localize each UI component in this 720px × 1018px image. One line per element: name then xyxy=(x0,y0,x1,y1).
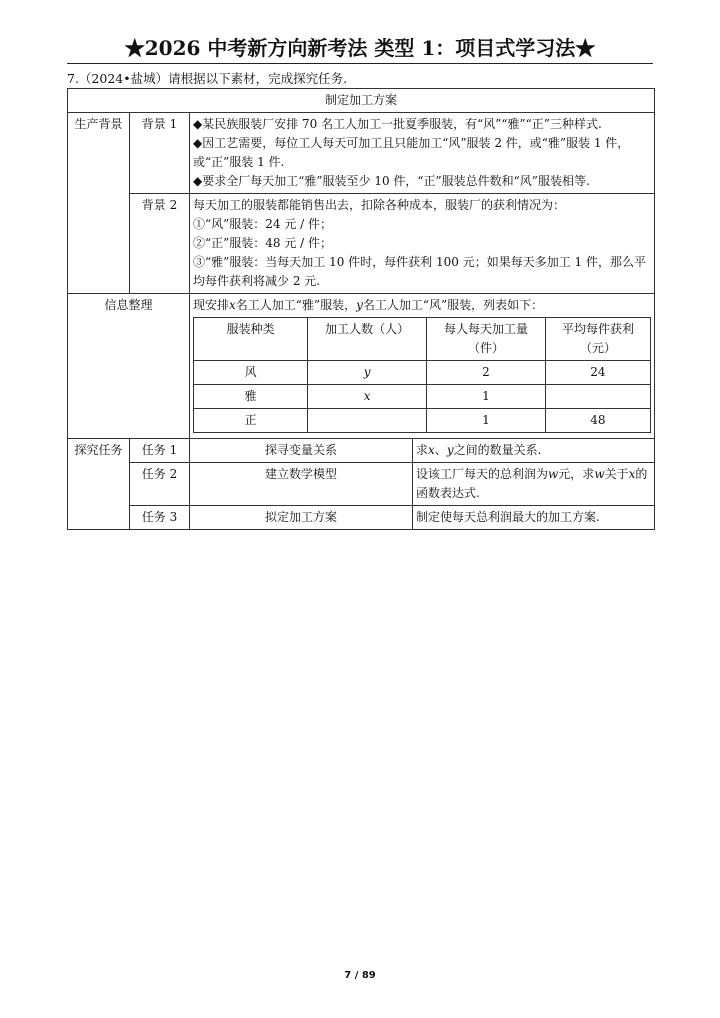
variable-w: w xyxy=(548,467,559,481)
task-3-row xyxy=(68,506,655,530)
task-name: 探寻变量关系 xyxy=(190,439,413,463)
bg2-content xyxy=(190,194,655,294)
variable-x: x xyxy=(428,443,435,457)
col-header: 加工人数（人） xyxy=(308,318,427,361)
task-desc xyxy=(413,463,655,506)
cell-profit xyxy=(545,385,650,409)
variable-x: x xyxy=(229,298,236,312)
background-1-row xyxy=(68,113,655,194)
task-text: 关于 xyxy=(604,467,629,481)
info-label: 信息整理 xyxy=(68,294,190,439)
task-label: 任务 2 xyxy=(130,463,190,506)
bg1-line: ◆某民族服装厂安排 70 名工人加工一批夏季服装，有“风”“雅”“正”三种样式. xyxy=(193,117,602,131)
header-title: ★2026 中考新方向新考法 类型 1：项目式学习法★ xyxy=(124,36,596,60)
cell-type: 雅 xyxy=(194,385,308,409)
task-text: 设该工厂每天的总利润为 xyxy=(416,467,549,481)
page-number: 7 / 89 xyxy=(344,970,376,981)
material-table xyxy=(67,88,655,530)
task-text: 求 xyxy=(416,443,429,457)
cell-qty: 1 xyxy=(427,409,546,433)
bg1-line: ◆因工艺需要，每位工人每天可加工且只能加工“风”服装 2 件，或“雅”服装 1 件，或“正”服装 1 件. xyxy=(193,136,630,169)
info-content xyxy=(190,294,655,439)
task-name: 建立数学模型 xyxy=(190,463,413,506)
bg1-content xyxy=(190,113,655,194)
bg2-line: ②“正”服装：48 元 / 件； xyxy=(193,236,333,250)
col-header: 每人每天加工量（件） xyxy=(427,318,546,361)
cell-qty: 2 xyxy=(427,361,546,385)
task-label: 任务 1 xyxy=(130,439,190,463)
table-title: 制定加工方案 xyxy=(68,89,655,113)
bg2-label: 背景 2 xyxy=(130,194,190,294)
info-row xyxy=(68,294,655,439)
cell-qty: 1 xyxy=(427,385,546,409)
info-intro-text: 现安排 xyxy=(193,298,230,312)
variable-y: y xyxy=(446,443,454,457)
cell-profit: 24 xyxy=(545,361,650,385)
task-text: 的函数表达式. xyxy=(416,467,648,500)
task-text: 制定使每天总利润最大的加工方案. xyxy=(416,510,600,524)
bg1-line: ◆要求全厂每天加工“雅”服装至少 10 件，“正”服装总件数和“风”服装相等. xyxy=(193,174,590,188)
cell-people: y xyxy=(308,361,427,385)
task-1-row xyxy=(68,439,655,463)
info-intro-text: 名工人加工“风”服装，列表如下： xyxy=(362,298,544,312)
col-header: 服装种类 xyxy=(194,318,308,361)
cell-profit: 48 xyxy=(545,409,650,433)
cell-type: 风 xyxy=(194,361,308,385)
bg1-label: 背景 1 xyxy=(130,113,190,194)
page-header xyxy=(67,33,653,64)
task-text: 元，求 xyxy=(558,467,595,481)
info-intro-text: 名工人加工“雅”服装， xyxy=(235,298,357,312)
task-label: 任务 3 xyxy=(130,506,190,530)
info-table xyxy=(193,317,651,433)
question-stem: 7.（2024•盐城）请根据以下素材，完成探究任务. xyxy=(67,71,348,86)
cell-type: 正 xyxy=(194,409,308,433)
tasks-label: 探究任务 xyxy=(68,439,130,530)
task-text: 、 xyxy=(434,443,447,457)
production-label: 生产背景 xyxy=(68,113,130,294)
table-row xyxy=(194,409,651,433)
table-row xyxy=(194,385,651,409)
task-desc xyxy=(413,506,655,530)
bg2-line: ③“雅”服装：当每天加工 10 件时，每件获利 100 元；如果每天多加工 1 件，那么平均每件获利将减少 2 元. xyxy=(193,255,646,288)
cell-people xyxy=(308,409,427,433)
background-2-row xyxy=(68,194,655,294)
bg2-line: ①“风”服装：24 元 / 件； xyxy=(193,217,333,231)
table-row xyxy=(194,361,651,385)
task-desc xyxy=(413,439,655,463)
variable-y: y xyxy=(356,298,363,312)
variable-w: w xyxy=(594,467,605,481)
info-intro xyxy=(193,296,651,315)
task-2-row xyxy=(68,463,655,506)
info-table-header xyxy=(194,318,651,361)
table-title-row xyxy=(68,89,655,113)
variable-x: x xyxy=(628,467,636,481)
task-name: 拟定加工方案 xyxy=(190,506,413,530)
col-header: 平均每件获利（元） xyxy=(545,318,650,361)
bg2-line: 每天加工的服装都能销售出去，扣除各种成本，服装厂的获利情况为： xyxy=(193,198,566,212)
cell-people: x xyxy=(308,385,427,409)
task-text: 之间的数量关系. xyxy=(453,443,542,457)
